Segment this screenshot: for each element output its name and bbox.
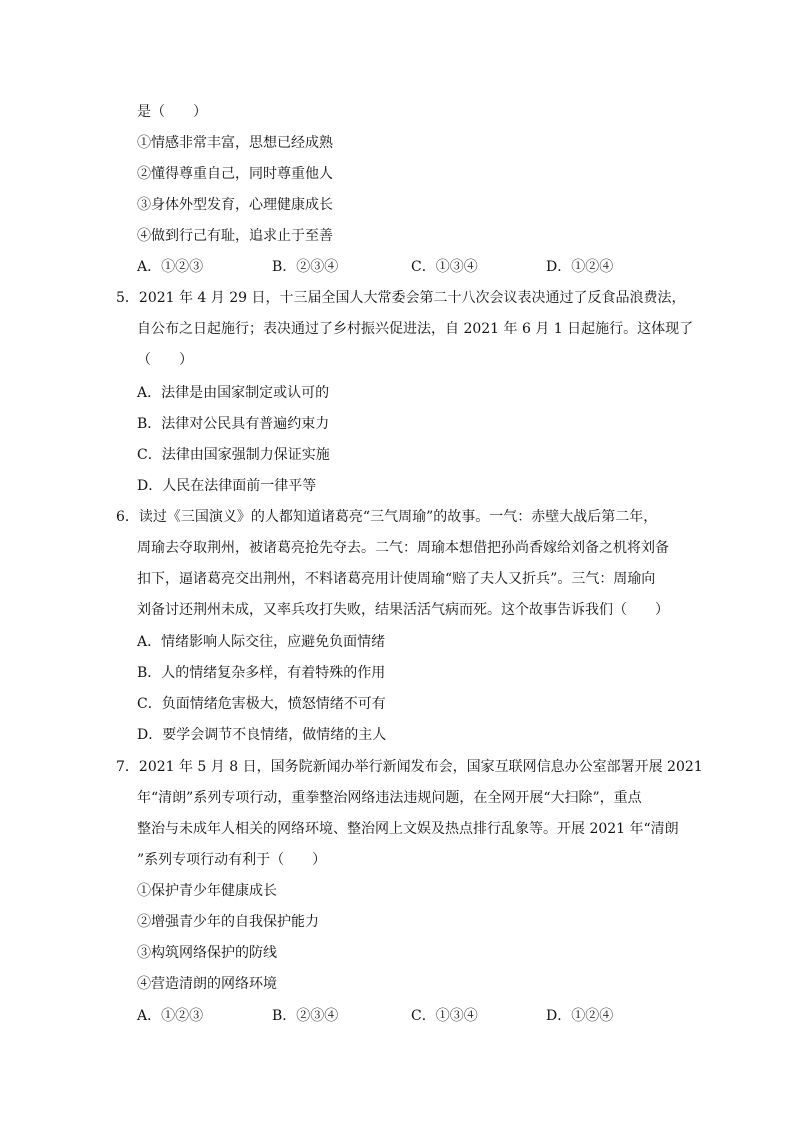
q6-stem-line-3: 扣下，逼诸葛亮交出荆州，不料诸葛亮用计使周瑜“赔了夫人又折兵”。三气：周瑜向 <box>137 571 656 587</box>
q5-option-c[interactable]: C．法律由国家强制力保证实施 <box>137 447 330 463</box>
q4-option-c[interactable]: C．①③④ <box>411 259 478 275</box>
q4-item-4: ④做到行己有耻，追求止于至善 <box>137 228 333 244</box>
q4-option-a[interactable]: A．①②③ <box>137 259 204 275</box>
q7-stem-line-2: 年“清朗”系列专项行动，重拳整治网络违法违规问题，在全网开展“大扫除”，重点 <box>137 790 642 806</box>
q7-option-a[interactable]: A．①②③ <box>137 1008 204 1024</box>
q5-option-d[interactable]: D．人民在法律面前一律平等 <box>137 478 317 494</box>
q5-stem-line-3: （ ） <box>137 352 193 368</box>
q6-option-b[interactable]: B．人的情绪复杂多样，有着特殊的作用 <box>137 665 386 681</box>
q4-stem-end: 是（ ） <box>137 104 207 120</box>
q4-item-2: ②懂得尊重自己，同时尊重他人 <box>137 166 333 182</box>
q7-stem-line-1: 7．2021 年 5 月 8 日，国务院新闻办举行新闻发布会，国家互联网信息办公室部署开展 2021 <box>116 759 703 775</box>
q5-option-a[interactable]: A．法律是由国家制定或认可的 <box>137 385 330 401</box>
q7-stem-line-4: ”系列专项行动有利于（ ） <box>137 852 327 868</box>
q4-item-1: ①情感非常丰富，思想已经成熟 <box>137 135 333 151</box>
q6-stem-line-2: 周瑜去夺取荆州，被诸葛亮抢先夺去。二气：周瑜本想借把孙尚香嫁给刘备之机将刘备 <box>137 540 669 556</box>
q7-stem-line-3: 整治与未成年人相关的网络环境、整治网上文娱及热点排行乱象等。开展 2021 年“清朗 <box>137 821 679 837</box>
q4-option-d[interactable]: D．①②④ <box>546 259 614 275</box>
q7-item-1: ①保护青少年健康成长 <box>137 883 277 899</box>
q7-option-c[interactable]: C．①③④ <box>411 1008 478 1024</box>
q7-item-3: ③构筑网络保护的防线 <box>137 945 277 961</box>
q5-stem-line-2: 自公布之日起施行；表决通过了乡村振兴促进法，自 2021 年 6 月 1 日起施行。这体现了 <box>137 321 694 337</box>
q6-option-d[interactable]: D．要学会调节不良情绪，做情绪的主人 <box>137 727 387 743</box>
q6-option-a[interactable]: A．情绪影响人际交往，应避免负面情绪 <box>137 634 386 650</box>
q5-stem-line-1: 5．2021 年 4 月 29 日，十三届全国人大常委会第二十八次会议表决通过了反食品浪费法， <box>116 290 686 306</box>
q6-option-c[interactable]: C．负面情绪危害极大，愤怒情绪不可有 <box>137 696 386 712</box>
q7-option-b[interactable]: B．②③④ <box>272 1008 339 1024</box>
q7-item-2: ②增强青少年的自我保护能力 <box>137 914 319 930</box>
q6-stem-line-1: 6．读过《三国演义》的人都知道诸葛亮“三气周瑜”的故事。一气：赤壁大战后第二年， <box>116 509 658 525</box>
q5-option-b[interactable]: B．法律对公民具有普遍约束力 <box>137 416 330 432</box>
q7-item-4: ④营造清朗的网络环境 <box>137 976 277 992</box>
q7-option-d[interactable]: D．①②④ <box>546 1008 614 1024</box>
q4-option-b[interactable]: B．②③④ <box>272 259 339 275</box>
q4-item-3: ③身体外型发育，心理健康成长 <box>137 197 333 213</box>
q6-stem-line-4: 刘备讨还荆州未成，又率兵攻打失败，结果活活气病而死。这个故事告诉我们（ ） <box>137 602 669 618</box>
